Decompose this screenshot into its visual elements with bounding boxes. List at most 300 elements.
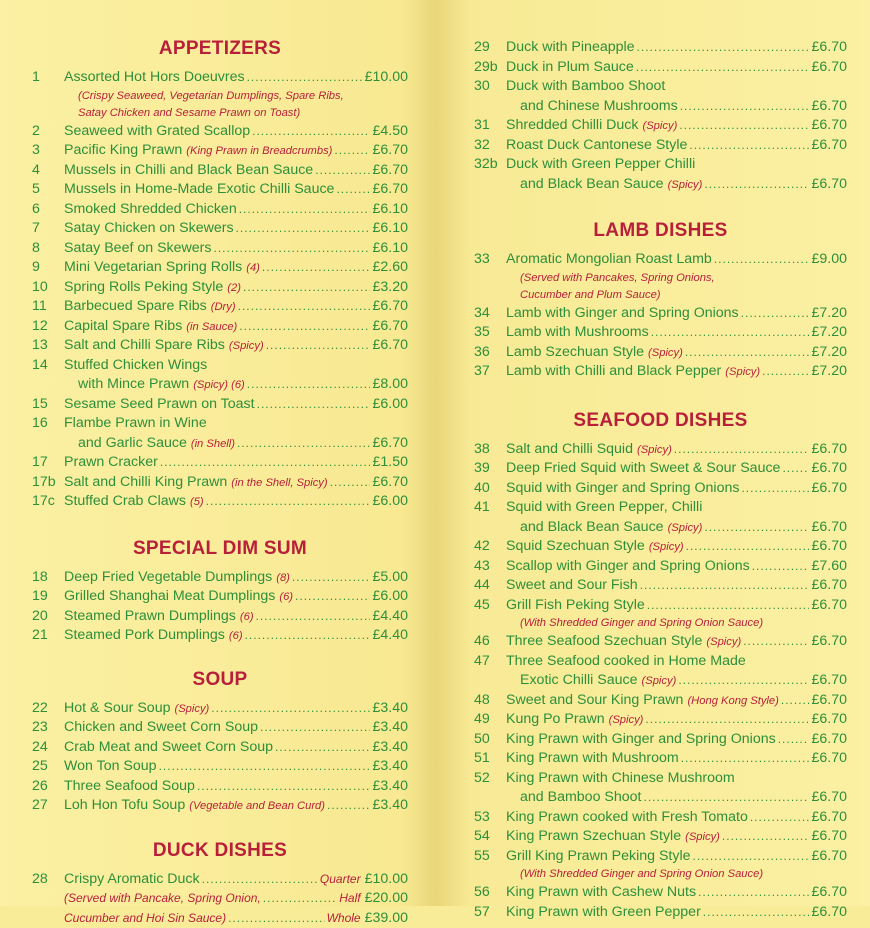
section-title-lamb: LAMB DISHES [474, 212, 847, 250]
item-note: (6) [229, 627, 243, 647]
leader-dots [704, 175, 809, 195]
menu-item-8 [32, 239, 408, 259]
item-number: 36 [474, 343, 506, 363]
leader-dots [295, 587, 370, 607]
leader-dots [743, 632, 809, 652]
item-name: Chicken and Sweet Corn Soup [64, 718, 258, 738]
leader-dots [211, 699, 370, 719]
menu-item-14 [32, 356, 408, 395]
item-price: £6.00 [372, 395, 408, 415]
item-price: £6.70 [811, 459, 847, 479]
item-number: 23 [32, 718, 64, 738]
item-row [32, 356, 408, 376]
leader-dots [292, 568, 371, 588]
item-row [32, 607, 408, 627]
menu-item-16 [32, 414, 408, 453]
item-row [32, 375, 408, 395]
leader-dots [238, 297, 371, 317]
item-number: 12 [32, 317, 64, 337]
menu-item-33 [474, 250, 847, 304]
item-price: £6.70 [811, 808, 847, 828]
item-row [474, 903, 847, 923]
item-number: 17c [32, 492, 64, 512]
item-name: Hot & Sour Soup [64, 699, 170, 719]
leader-dots [762, 362, 809, 382]
item-name: Salt and Chilli Spare Ribs [64, 336, 225, 356]
item-row [32, 161, 408, 181]
section-title-dim-sum: SPECIAL DIM SUM [32, 530, 408, 568]
menu-item-41 [474, 498, 847, 537]
item-row [32, 68, 408, 88]
item-name: Grill Fish Peking Style [506, 596, 645, 616]
item-name-continued: and Black Bean Sauce [506, 518, 664, 538]
leader-dots [714, 250, 810, 270]
menu-item-18 [32, 568, 408, 588]
item-name: Salt and Chilli Squid [506, 440, 633, 460]
menu-item-36 [474, 343, 847, 363]
menu-item-55 [474, 847, 847, 884]
item-row [32, 568, 408, 588]
item-description: (Crispy Seaweed, Vegetarian Dumplings, Spare Ribs, [32, 88, 408, 105]
item-row [32, 200, 408, 220]
section-title-seafood: SEAFOOD DISHES [474, 402, 847, 440]
item-price: £6.10 [372, 219, 408, 239]
item-number: 10 [32, 278, 64, 298]
item-row [32, 141, 408, 161]
item-note: (6) [240, 608, 254, 628]
leader-dots [330, 473, 371, 493]
item-name: Three Seafood Szechuan Style [506, 632, 702, 652]
item-row [474, 175, 847, 195]
item-row [474, 632, 847, 652]
menu-item-20 [32, 607, 408, 627]
menu-item-51 [474, 749, 847, 769]
leader-dots [674, 440, 810, 460]
leader-dots [327, 796, 370, 816]
menu-item-37 [474, 362, 847, 382]
menu-item-11 [32, 297, 408, 317]
item-name: Flambe Prawn in Wine [64, 414, 207, 434]
item-row [474, 652, 847, 672]
item-price: £6.70 [372, 141, 408, 161]
item-row [32, 395, 408, 415]
menu-item-56 [474, 883, 847, 903]
menu-item-4 [32, 161, 408, 181]
item-price: £6.70 [811, 903, 847, 923]
left-page [0, 0, 436, 906]
item-name: Won Ton Soup [64, 757, 157, 777]
item-note: (Dry) [211, 298, 236, 318]
item-price: £6.70 [811, 537, 847, 557]
item-number: 25 [32, 757, 64, 777]
leader-dots [643, 788, 809, 808]
leader-dots [636, 58, 810, 78]
item-price: £6.70 [372, 473, 408, 493]
item-row [474, 537, 847, 557]
item-note: (Spicy) [642, 117, 677, 137]
menu-item-17c [32, 492, 408, 512]
item-row [474, 827, 847, 847]
item-number: 37 [474, 362, 506, 382]
section-title-appetizers: APPETIZERS [32, 30, 408, 68]
item-price: £3.40 [372, 738, 408, 758]
item-row [32, 777, 408, 797]
item-number: 54 [474, 827, 506, 847]
item-row [32, 219, 408, 239]
item-number: 16 [32, 414, 64, 434]
item-number: 14 [32, 356, 64, 376]
item-name: Kung Po Prawn [506, 710, 605, 730]
menu-item-5 [32, 180, 408, 200]
menu-item-6 [32, 200, 408, 220]
appetizers-list [32, 68, 408, 512]
item-name: Capital Spare Ribs [64, 317, 182, 337]
item-name: King Prawn with Green Pepper [506, 903, 701, 923]
item-name: Smoked Shredded Chicken [64, 200, 237, 220]
item-number: 24 [32, 738, 64, 758]
item-description: Cucumber and Plum Sauce) [474, 287, 847, 304]
menu-item-13 [32, 336, 408, 356]
menu-item-32 [474, 136, 847, 156]
item-number: 4 [32, 161, 64, 181]
item-price: £6.70 [811, 847, 847, 867]
item-number: 46 [474, 632, 506, 652]
item-number: 29b [474, 58, 506, 78]
leader-dots [704, 518, 809, 538]
item-number: 55 [474, 847, 506, 867]
leader-dots [741, 304, 810, 324]
leader-dots [275, 738, 370, 758]
item-note: (Spicy) [174, 700, 209, 720]
item-name: Three Seafood Soup [64, 777, 195, 797]
item-description: (Served with Pancakes, Spring Onions, [474, 270, 847, 287]
item-number: 5 [32, 180, 64, 200]
item-price: £6.70 [811, 827, 847, 847]
item-row [474, 596, 847, 616]
item-row [474, 518, 847, 538]
leader-dots [680, 97, 810, 117]
item-row [32, 738, 408, 758]
item-note: (Spicy) [706, 633, 741, 653]
leader-dots [197, 777, 371, 797]
item-number: 29 [474, 38, 506, 58]
item-note: (Spicy) [609, 711, 644, 731]
item-row [474, 77, 847, 97]
item-price: £3.20 [372, 278, 408, 298]
menu-item-42 [474, 537, 847, 557]
item-name: Three Seafood cooked in Home Made [506, 652, 746, 672]
menu-item-12 [32, 317, 408, 337]
item-name: Mussels in Chilli and Black Bean Sauce [64, 161, 313, 181]
item-price: £3.40 [372, 699, 408, 719]
item-price: £39.00 [365, 909, 408, 928]
leader-dots [260, 718, 370, 738]
leader-dots [256, 607, 371, 627]
item-row [474, 250, 847, 270]
menu-item-9 [32, 258, 408, 278]
menu-item-43 [474, 557, 847, 577]
item-number: 39 [474, 459, 506, 479]
item-row [474, 671, 847, 691]
item-price: £2.60 [372, 258, 408, 278]
item-note: (8) [276, 569, 290, 589]
leader-dots [315, 161, 370, 181]
item-name: Mussels in Home-Made Exotic Chilli Sauce [64, 180, 334, 200]
item-note: (6) [279, 588, 293, 608]
leader-dots [681, 749, 810, 769]
item-number: 3 [32, 141, 64, 161]
menu-item-25 [32, 757, 408, 777]
item-note: (Spicy) [649, 538, 684, 558]
item-note: (in the Shell, Spicy) [231, 474, 327, 494]
item-name: Squid with Ginger and Spring Onions [506, 479, 739, 499]
menu-item-17 [32, 453, 408, 473]
menu-item-15 [32, 395, 408, 415]
leader-dots [679, 116, 809, 136]
item-name: Duck with Bamboo Shoot [506, 77, 665, 97]
item-name: King Prawn cooked with Fresh Tomato [506, 808, 748, 828]
item-price: £6.70 [811, 691, 847, 711]
item-name: Squid with Green Pepper, Chilli [506, 498, 702, 518]
item-price: £5.00 [372, 568, 408, 588]
menu-item-3 [32, 141, 408, 161]
item-name: Aromatic Mongolian Roast Lamb [506, 250, 712, 270]
item-name: Shredded Chilli Duck [506, 116, 638, 136]
item-row [474, 479, 847, 499]
leader-dots [247, 375, 371, 395]
item-row [474, 498, 847, 518]
item-price: £6.70 [372, 317, 408, 337]
menu-item-40 [474, 479, 847, 499]
menu-item-1 [32, 68, 408, 122]
item-price: £6.70 [811, 576, 847, 596]
item-number: 6 [32, 200, 64, 220]
item-price: £6.70 [811, 730, 847, 750]
menu-item-34 [474, 304, 847, 324]
leader-dots [266, 336, 371, 356]
item-name-continued: and Chinese Mushrooms [506, 97, 678, 117]
item-number: 35 [474, 323, 506, 343]
item-price: £7.20 [811, 323, 847, 343]
leader-dots [741, 479, 809, 499]
item-name: Duck with Pineapple [506, 38, 635, 58]
item-row [32, 180, 408, 200]
item-number: 41 [474, 498, 506, 518]
item-name: Sesame Seed Prawn on Toast [64, 395, 255, 415]
menu-item-24 [32, 738, 408, 758]
portion-label: Half [339, 889, 360, 909]
item-row [32, 718, 408, 738]
leader-dots [262, 258, 371, 278]
item-price: £4.40 [372, 607, 408, 627]
menu-item-44 [474, 576, 847, 596]
item-name: Satay Beef on Skewers [64, 239, 211, 259]
item-price: £10.00 [365, 870, 408, 890]
leader-dots [202, 870, 318, 890]
item-name: Barbecued Spare Ribs [64, 297, 207, 317]
item-name: Deep Fried Vegetable Dumplings [64, 568, 272, 588]
menu-item-23 [32, 718, 408, 738]
item-price: £7.60 [811, 557, 847, 577]
item-row [32, 278, 408, 298]
item-price: £10.00 [365, 68, 408, 88]
item-row [474, 304, 847, 324]
portion-label: Quarter [320, 870, 361, 890]
leader-dots [678, 671, 809, 691]
item-row [474, 847, 847, 867]
item-note: (Spicy) [668, 176, 703, 196]
item-price: £3.40 [372, 796, 408, 816]
item-name-continued: and Garlic Sauce [64, 434, 187, 454]
item-name-continued: and Bamboo Shoot [506, 788, 641, 808]
item-note: (in Sauce) [186, 318, 237, 338]
item-price: £6.70 [811, 596, 847, 616]
leader-dots [239, 200, 371, 220]
item-name: King Prawn with Ginger and Spring Onions [506, 730, 776, 750]
item-price: £7.20 [811, 343, 847, 363]
item-number: 50 [474, 730, 506, 750]
item-row [32, 626, 408, 646]
item-number: 51 [474, 749, 506, 769]
item-row [32, 453, 408, 473]
item-price: £3.40 [372, 718, 408, 738]
menu-item-46 [474, 632, 847, 652]
item-name-continued: and Black Bean Sauce [506, 175, 664, 195]
item-number: 34 [474, 304, 506, 324]
item-note: (5) [190, 493, 204, 513]
right-page [436, 0, 870, 906]
item-row [474, 136, 847, 156]
left-column [32, 0, 408, 928]
leader-dots [160, 453, 371, 473]
menu-item-29 [474, 38, 847, 58]
item-name: King Prawn with Mushroom [506, 749, 679, 769]
item-note: (2) [227, 279, 241, 299]
item-row [32, 297, 408, 317]
leader-dots [781, 691, 810, 711]
menu-item-49 [474, 710, 847, 730]
item-name: Steamed Pork Dumplings [64, 626, 225, 646]
menu-item-50 [474, 730, 847, 750]
item-row [474, 883, 847, 903]
item-name: Crab Meat and Sweet Corn Soup [64, 738, 273, 758]
item-note: (Spicy) [725, 363, 760, 383]
menu-item-7 [32, 219, 408, 239]
item-name: Pacific King Prawn [64, 141, 182, 161]
item-name: Duck with Green Pepper Chilli [506, 155, 695, 175]
menu-item-45 [474, 596, 847, 633]
item-price: £3.40 [372, 777, 408, 797]
menu-item-29b [474, 58, 847, 78]
section-title-soup: SOUP [32, 661, 408, 699]
right-column [474, 0, 847, 922]
leader-dots [645, 710, 809, 730]
leader-dots [640, 576, 810, 596]
item-number: 40 [474, 479, 506, 499]
leader-dots [778, 730, 810, 750]
menu-item-22 [32, 699, 408, 719]
item-note: (4) [246, 259, 260, 279]
menu-item-38 [474, 440, 847, 460]
item-row [32, 473, 408, 493]
item-row [474, 323, 847, 343]
item-row [474, 459, 847, 479]
item-price: £1.50 [372, 453, 408, 473]
menu-item-10 [32, 278, 408, 298]
item-number: 47 [474, 652, 506, 672]
item-number: 26 [32, 777, 64, 797]
item-price: £7.20 [811, 362, 847, 382]
item-row [474, 730, 847, 750]
leader-dots [334, 141, 370, 161]
item-number: 2 [32, 122, 64, 142]
item-price: £6.70 [811, 518, 847, 538]
item-price: £6.70 [811, 116, 847, 136]
item-number: 7 [32, 219, 64, 239]
item-name-continued: Exotic Chilli Sauce [506, 671, 638, 691]
leader-dots [257, 395, 371, 415]
menu-item-54 [474, 827, 847, 847]
item-name: Assorted Hot Hors Doeuvres [64, 68, 245, 88]
item-name: Sweet and Sour Fish [506, 576, 638, 596]
item-number: 45 [474, 596, 506, 616]
item-note: (Hong Kong Style) [687, 692, 778, 712]
item-price: £6.70 [811, 479, 847, 499]
item-row [474, 155, 847, 175]
item-name: Scallop with Ginger and Spring Onions [506, 557, 750, 577]
leader-dots [693, 847, 810, 867]
item-note: (Vegetable and Bean Curd) [189, 797, 325, 817]
item-number: 8 [32, 239, 64, 259]
item-note: (Spicy) [642, 672, 677, 692]
item-number: 49 [474, 710, 506, 730]
item-number: 42 [474, 537, 506, 557]
item-number: 31 [474, 116, 506, 136]
item-description: Satay Chicken and Sesame Prawn on Toast) [32, 105, 408, 122]
item-name: Mini Vegetarian Spring Rolls [64, 258, 242, 278]
item-name: Sweet and Sour King Prawn [506, 691, 683, 711]
item-row [32, 258, 408, 278]
leader-dots [689, 136, 809, 156]
item-row [474, 769, 847, 789]
item-row [32, 587, 408, 607]
item-price: £6.70 [372, 434, 408, 454]
item-number: 18 [32, 568, 64, 588]
leader-dots [750, 808, 810, 828]
item-row [474, 788, 847, 808]
dim-sum-list [32, 568, 408, 646]
leader-dots [685, 343, 810, 363]
portion-label: Whole [327, 909, 361, 928]
leader-dots [703, 903, 810, 923]
item-number: 43 [474, 557, 506, 577]
item-name: Stuffed Crab Claws [64, 492, 186, 512]
item-note: (Spicy) [229, 337, 264, 357]
item-row [474, 691, 847, 711]
lamb-list [474, 250, 847, 382]
item-name: Spring Rolls Peking Style [64, 278, 223, 298]
item-row [32, 757, 408, 777]
item-number: 20 [32, 607, 64, 627]
item-row [474, 362, 847, 382]
item-price: £6.70 [811, 749, 847, 769]
item-name: Squid Szechuan Style [506, 537, 645, 557]
item-price: £6.70 [811, 883, 847, 903]
item-number: 57 [474, 903, 506, 923]
item-price: £6.70 [811, 710, 847, 730]
item-price: £6.70 [811, 671, 847, 691]
menu-item-35 [474, 323, 847, 343]
